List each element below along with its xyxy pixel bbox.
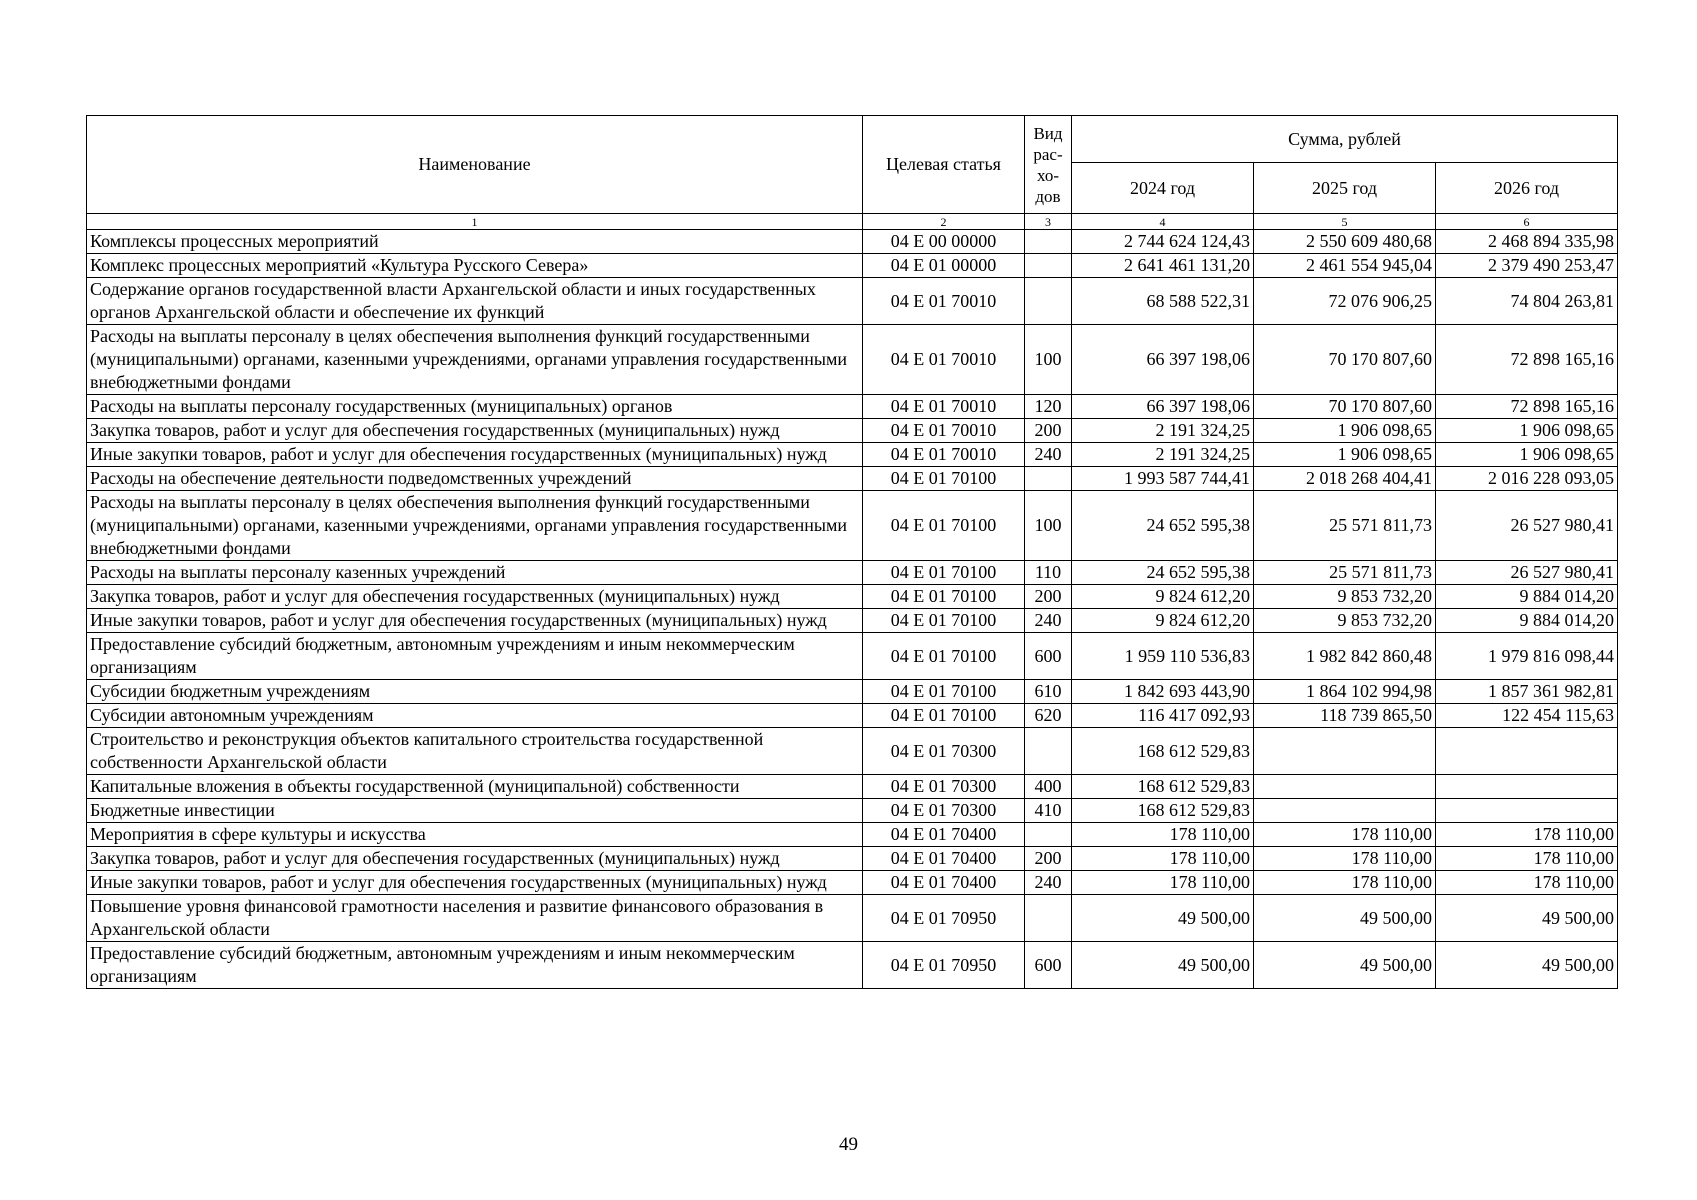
header-year-2026: 2026 год: [1436, 163, 1618, 214]
row-sum-2026: 1 906 098,65: [1436, 443, 1618, 467]
row-sum-2026: 1 906 098,65: [1436, 419, 1618, 443]
row-sum-2026: 2 016 228 093,05: [1436, 467, 1618, 491]
table-row: [87, 799, 1618, 823]
row-target-article: 04 E 01 70300: [863, 799, 1025, 823]
row-name: Закупка товаров, работ и услуг для обеспечения государственных (муниципальных) нужд: [87, 847, 863, 871]
row-target-article: 04 E 01 70100: [863, 704, 1025, 728]
row-name: Комплекс процессных мероприятий «Культура Русского Севера»: [87, 254, 863, 278]
row-name: Расходы на выплаты персоналу государственных (муниципальных) органов: [87, 395, 863, 419]
row-sum-2024: 168 612 529,83: [1072, 728, 1254, 775]
row-target-article: 04 E 01 70010: [863, 443, 1025, 467]
row-sum-2025: [1254, 728, 1436, 775]
row-sum-2024: 49 500,00: [1072, 942, 1254, 989]
row-sum-2025: 70 170 807,60: [1254, 395, 1436, 419]
header-year-2024: 2024 год: [1072, 163, 1254, 214]
row-target-article: 04 E 01 70400: [863, 823, 1025, 847]
row-sum-2024: 1 842 693 443,90: [1072, 680, 1254, 704]
row-name: Бюджетные инвестиции: [87, 799, 863, 823]
table-row: [87, 443, 1618, 467]
row-sum-2025: 1 906 098,65: [1254, 443, 1436, 467]
row-target-article: 04 E 01 70010: [863, 419, 1025, 443]
row-sum-2024: 2 191 324,25: [1072, 443, 1254, 467]
table-row: [87, 704, 1618, 728]
row-sum-2024: 66 397 198,06: [1072, 325, 1254, 395]
row-target-article: 04 E 01 70950: [863, 942, 1025, 989]
row-sum-2026: 49 500,00: [1436, 942, 1618, 989]
row-sum-2025: 9 853 732,20: [1254, 609, 1436, 633]
row-name: Комплексы процессных мероприятий: [87, 230, 863, 254]
table-body: [87, 230, 1618, 989]
row-target-article: 04 E 01 70100: [863, 680, 1025, 704]
row-name: Содержание органов государственной власти Архангельской области и иных государственных органов Архангельской области и обеспечение их функций: [87, 278, 863, 325]
row-name: Иные закупки товаров, работ и услуг для обеспечения государственных (муниципальных) нужд: [87, 443, 863, 467]
row-sum-2026: 122 454 115,63: [1436, 704, 1618, 728]
table-row: [87, 419, 1618, 443]
row-name: Повышение уровня финансовой грамотности населения и развитие финансового образования в Архангельской области: [87, 895, 863, 942]
table-row: [87, 491, 1618, 561]
budget-table: [86, 115, 1618, 989]
row-sum-2024: 68 588 522,31: [1072, 278, 1254, 325]
table-row: [87, 395, 1618, 419]
row-target-article: 04 E 01 70400: [863, 871, 1025, 895]
header-sum: Сумма, рублей: [1072, 116, 1618, 163]
row-name: Расходы на обеспечение деятельности подведомственных учреждений: [87, 467, 863, 491]
row-sum-2025: 49 500,00: [1254, 942, 1436, 989]
header-target-article: Целевая статья: [863, 116, 1025, 214]
row-name: Расходы на выплаты персоналу в целях обеспечения выполнения функций государственными (муниципальными) органами, казенными учреждениями, органами управления государственными внебюджетными фондами: [87, 491, 863, 561]
row-sum-2026: [1436, 728, 1618, 775]
row-sum-2025: 178 110,00: [1254, 847, 1436, 871]
row-sum-2025: 2 550 609 480,68: [1254, 230, 1436, 254]
row-sum-2026: 74 804 263,81: [1436, 278, 1618, 325]
row-sum-2024: 1 959 110 536,83: [1072, 633, 1254, 680]
row-expense-type: [1025, 230, 1072, 254]
row-sum-2024: 66 397 198,06: [1072, 395, 1254, 419]
row-name: Строительство и реконструкция объектов капитального строительства государственной собственности Архангельской области: [87, 728, 863, 775]
row-sum-2025: [1254, 775, 1436, 799]
row-expense-type: 120: [1025, 395, 1072, 419]
row-expense-type: 610: [1025, 680, 1072, 704]
row-expense-type: 110: [1025, 561, 1072, 585]
row-sum-2024: 9 824 612,20: [1072, 609, 1254, 633]
row-sum-2024: 178 110,00: [1072, 871, 1254, 895]
row-name: Предоставление субсидий бюджетным, автономным учреждениям и иным некоммерческим организациям: [87, 633, 863, 680]
table-row: [87, 585, 1618, 609]
row-target-article: 04 E 01 70300: [863, 775, 1025, 799]
row-sum-2024: 9 824 612,20: [1072, 585, 1254, 609]
row-sum-2026: 72 898 165,16: [1436, 395, 1618, 419]
row-sum-2026: 9 884 014,20: [1436, 585, 1618, 609]
row-sum-2025: 118 739 865,50: [1254, 704, 1436, 728]
row-sum-2025: 1 982 842 860,48: [1254, 633, 1436, 680]
column-number-row: [87, 214, 1618, 230]
row-sum-2024: 168 612 529,83: [1072, 799, 1254, 823]
table-row: [87, 561, 1618, 585]
row-sum-2026: 26 527 980,41: [1436, 561, 1618, 585]
header-expense-type: Вид рас-хо-дов: [1025, 116, 1072, 214]
row-sum-2025: 72 076 906,25: [1254, 278, 1436, 325]
row-sum-2025: 9 853 732,20: [1254, 585, 1436, 609]
row-sum-2026: 2 379 490 253,47: [1436, 254, 1618, 278]
row-sum-2024: 1 993 587 744,41: [1072, 467, 1254, 491]
row-sum-2026: 26 527 980,41: [1436, 491, 1618, 561]
row-expense-type: 240: [1025, 609, 1072, 633]
row-sum-2024: 178 110,00: [1072, 823, 1254, 847]
header-name: Наименование: [87, 116, 863, 214]
row-expense-type: [1025, 254, 1072, 278]
table-row: [87, 680, 1618, 704]
row-expense-type: 200: [1025, 585, 1072, 609]
row-sum-2026: [1436, 799, 1618, 823]
row-sum-2026: 178 110,00: [1436, 847, 1618, 871]
row-expense-type: 600: [1025, 942, 1072, 989]
row-target-article: 04 E 01 70010: [863, 395, 1025, 419]
table-row: [87, 728, 1618, 775]
table-row: [87, 871, 1618, 895]
row-expense-type: [1025, 278, 1072, 325]
row-target-article: 04 E 01 70950: [863, 895, 1025, 942]
row-sum-2024: 2 641 461 131,20: [1072, 254, 1254, 278]
row-sum-2026: 2 468 894 335,98: [1436, 230, 1618, 254]
row-sum-2024: 168 612 529,83: [1072, 775, 1254, 799]
row-target-article: 04 E 01 70400: [863, 847, 1025, 871]
row-target-article: 04 E 01 70300: [863, 728, 1025, 775]
row-expense-type: 240: [1025, 871, 1072, 895]
row-sum-2026: [1436, 775, 1618, 799]
row-expense-type: 400: [1025, 775, 1072, 799]
row-name: Капитальные вложения в объекты государственной (муниципальной) собственности: [87, 775, 863, 799]
table-row: [87, 942, 1618, 989]
row-sum-2025: 2 018 268 404,41: [1254, 467, 1436, 491]
row-expense-type: 200: [1025, 847, 1072, 871]
row-sum-2025: 1 864 102 994,98: [1254, 680, 1436, 704]
table-row: [87, 609, 1618, 633]
row-expense-type: 600: [1025, 633, 1072, 680]
table-row: [87, 278, 1618, 325]
row-name: Закупка товаров, работ и услуг для обеспечения государственных (муниципальных) нужд: [87, 585, 863, 609]
row-sum-2024: 178 110,00: [1072, 847, 1254, 871]
table-row: [87, 823, 1618, 847]
row-expense-type: [1025, 823, 1072, 847]
row-name: Закупка товаров, работ и услуг для обеспечения государственных (муниципальных) нужд: [87, 419, 863, 443]
row-sum-2024: 2 191 324,25: [1072, 419, 1254, 443]
column-number: 1: [87, 214, 863, 230]
row-target-article: 04 E 00 00000: [863, 230, 1025, 254]
column-number: 3: [1025, 214, 1072, 230]
row-sum-2025: 2 461 554 945,04: [1254, 254, 1436, 278]
row-sum-2024: 24 652 595,38: [1072, 561, 1254, 585]
table-row: [87, 847, 1618, 871]
row-sum-2024: 2 744 624 124,43: [1072, 230, 1254, 254]
column-number: 5: [1254, 214, 1436, 230]
row-name: Расходы на выплаты персоналу в целях обеспечения выполнения функций государственными (муниципальными) органами, казенными учреждениями, органами управления государственными внебюджетными фондами: [87, 325, 863, 395]
row-name: Расходы на выплаты персоналу казенных учреждений: [87, 561, 863, 585]
row-expense-type: 100: [1025, 491, 1072, 561]
row-name: Субсидии бюджетным учреждениям: [87, 680, 863, 704]
row-name: Иные закупки товаров, работ и услуг для обеспечения государственных (муниципальных) нужд: [87, 609, 863, 633]
row-expense-type: [1025, 895, 1072, 942]
row-sum-2025: 178 110,00: [1254, 871, 1436, 895]
header-year-2025: 2025 год: [1254, 163, 1436, 214]
row-sum-2024: 49 500,00: [1072, 895, 1254, 942]
row-expense-type: 240: [1025, 443, 1072, 467]
row-sum-2025: 25 571 811,73: [1254, 491, 1436, 561]
row-name: Иные закупки товаров, работ и услуг для обеспечения государственных (муниципальных) нужд: [87, 871, 863, 895]
table-row: [87, 230, 1618, 254]
row-target-article: 04 E 01 70100: [863, 491, 1025, 561]
row-target-article: 04 E 01 70100: [863, 467, 1025, 491]
table-row: [87, 467, 1618, 491]
row-sum-2025: [1254, 799, 1436, 823]
row-sum-2026: 9 884 014,20: [1436, 609, 1618, 633]
header-row: [87, 116, 1618, 163]
row-sum-2025: 49 500,00: [1254, 895, 1436, 942]
row-target-article: 04 E 01 70010: [863, 278, 1025, 325]
row-sum-2025: 25 571 811,73: [1254, 561, 1436, 585]
row-sum-2026: 1 857 361 982,81: [1436, 680, 1618, 704]
row-name: Мероприятия в сфере культуры и искусства: [87, 823, 863, 847]
column-number: 6: [1436, 214, 1618, 230]
row-sum-2026: 178 110,00: [1436, 823, 1618, 847]
row-sum-2024: 24 652 595,38: [1072, 491, 1254, 561]
row-sum-2026: 49 500,00: [1436, 895, 1618, 942]
row-expense-type: 200: [1025, 419, 1072, 443]
row-sum-2025: 1 906 098,65: [1254, 419, 1436, 443]
row-target-article: 04 E 01 70100: [863, 585, 1025, 609]
row-sum-2025: 70 170 807,60: [1254, 325, 1436, 395]
table-row: [87, 775, 1618, 799]
row-name: Субсидии автономным учреждениям: [87, 704, 863, 728]
table-row: [87, 633, 1618, 680]
row-sum-2026: 72 898 165,16: [1436, 325, 1618, 395]
row-expense-type: 620: [1025, 704, 1072, 728]
column-number: 4: [1072, 214, 1254, 230]
row-expense-type: [1025, 467, 1072, 491]
row-sum-2026: 1 979 816 098,44: [1436, 633, 1618, 680]
row-target-article: 04 E 01 70100: [863, 561, 1025, 585]
column-number: 2: [863, 214, 1025, 230]
row-expense-type: 100: [1025, 325, 1072, 395]
row-sum-2025: 178 110,00: [1254, 823, 1436, 847]
row-target-article: 04 E 01 00000: [863, 254, 1025, 278]
row-expense-type: 410: [1025, 799, 1072, 823]
row-sum-2026: 178 110,00: [1436, 871, 1618, 895]
row-sum-2024: 116 417 092,93: [1072, 704, 1254, 728]
row-target-article: 04 E 01 70010: [863, 325, 1025, 395]
row-target-article: 04 E 01 70100: [863, 609, 1025, 633]
table-row: [87, 895, 1618, 942]
row-expense-type: [1025, 728, 1072, 775]
table-row: [87, 325, 1618, 395]
table-row: [87, 254, 1618, 278]
row-name: Предоставление субсидий бюджетным, автономным учреждениям и иным некоммерческим организациям: [87, 942, 863, 989]
row-target-article: 04 E 01 70100: [863, 633, 1025, 680]
page-number: 49: [839, 1134, 858, 1155]
